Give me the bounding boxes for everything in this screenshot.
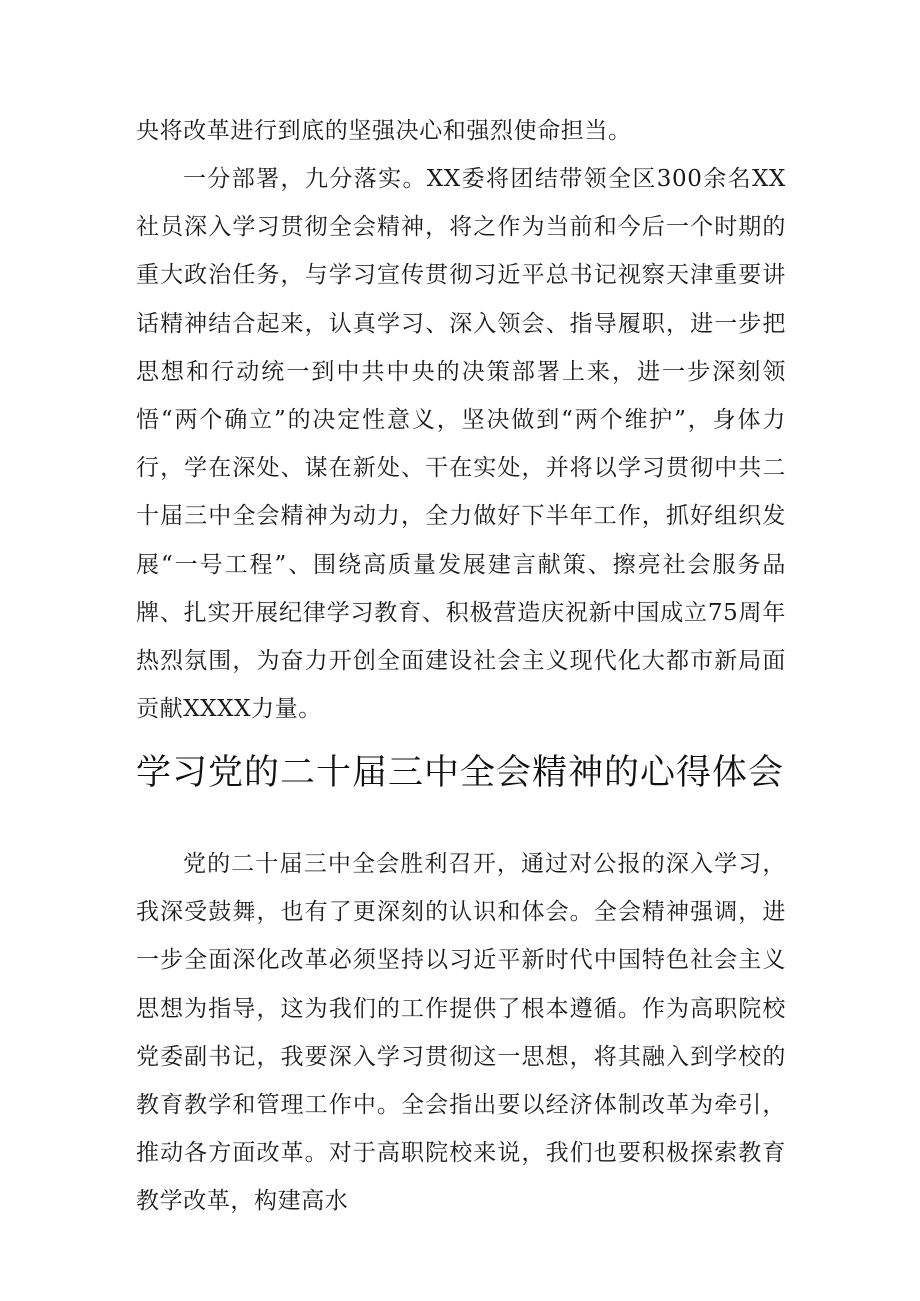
reflection-paragraph: 党的二十届三中全会胜利召开，通过对公报的深入学习，我深受鼓舞，也有了更深刻的认识和体会。全会精神强调，进一步全面深化改革必须坚持以习近平新时代中国特色社会主义思想为指导，这为我们的工作提供了根本遵循。作为高职院校党委副书记，我要深入学习贯彻这一思想，将其融入到学校的教育教学和管理工作中。全会指出要以经济体制改革为牵引，推动各方面改革。对于高职院校来说，我们也要积极探索教育教学改革，构建高水 bbox=[136, 851, 786, 1215]
section-title: 学习党的二十届三中全会精神的心得体会 bbox=[135, 753, 784, 793]
implementation-paragraph: 一分部署，九分落实。XX委将团结带领全区300余名XX社员深入学习贯彻全会精神，将之作为当前和今后一个时期的重大政治任务，与学习宣传贯彻习近平总书记视察天津重要讲话精神结合起来，认真学习、深入领会、指导履职，进一步把思想和行动统一到中共中央的决策部署上来，进一步深刻领悟“两个确立”的决定性意义，坚决做到“两个维护”，身体力行，学在深处、谋在新处、干在实处，并将以学习贯彻中共二十届三中全会精神为动力，全力做好下半年工作，抓好组织发展“一号工程”、围绕高质量发展建言献策、擦亮社会服务品牌、扎实开展纪律学习教育、积极营造庆祝新中国成立75周年热烈氛围，为奋力开创全面建设社会主义现代化大都市新局面贡献XXXX力量。 bbox=[136, 166, 786, 723]
continuation-paragraph: 央将改革进行到底的坚强决心和强烈使命担当。 bbox=[136, 118, 632, 144]
